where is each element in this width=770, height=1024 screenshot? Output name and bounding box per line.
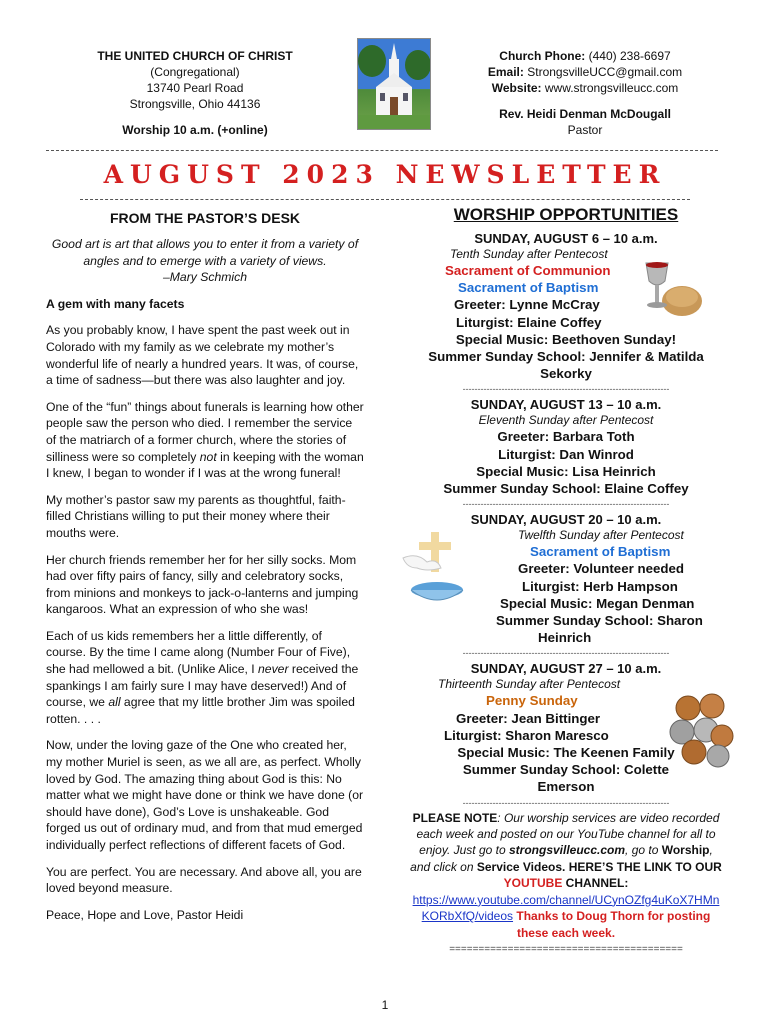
liturgical-day: Twelfth Sunday after Pentecost: [518, 528, 684, 543]
service-date: SUNDAY, AUGUST 6 – 10 a.m.: [474, 231, 658, 246]
sunday-school: Summer Sunday School: Jennifer & Matilda: [428, 349, 704, 365]
liturgist: Liturgist: Sharon Maresco: [444, 727, 609, 743]
greeter: Greeter: Jean Bittinger: [456, 710, 601, 726]
paragraph-1: As you probably know, I have spent the past week out in Colorado with my family as we celebrate my mother’s wonderful life of nearly a hundred years. It was, of course, a time of sadness—but there was also laughter and joy.: [46, 323, 359, 388]
special-music: Special Music: Megan Denman: [500, 595, 695, 611]
pastors-desk-column: [46, 208, 364, 933]
denomination: (Congregational): [150, 65, 240, 79]
sunday-school: Summer Sunday School: Sharon: [496, 613, 703, 629]
special-music: Special Music: The Keenen Family: [457, 745, 675, 761]
separator: ---------------------------------------------------------------------: [462, 499, 670, 510]
greeter: Greeter: Barbara Toth: [497, 429, 635, 445]
street-address: 13740 Pearl Road: [146, 81, 244, 95]
paragraph-6: Now, under the loving gaze of the One who created her, my mother Muriel is seen, as we all are, as perfect. Wholly loved by God. The amazing thing about God is this: No matter what we might have done or think we have done (or should have done), God’s Love is unshakeable. God forged us out of ordinary mud, and from that mud emerged individually perfect reflections of different facets of God.: [46, 738, 364, 852]
church-illustration: [358, 39, 430, 129]
pastor-title: Pastor: [567, 123, 603, 137]
phone-label: Church Phone:: [499, 49, 586, 63]
service-date: SUNDAY, AUGUST 27 – 10 a.m.: [470, 661, 662, 677]
paragraph-7: You are perfect. You are necessary. And above all, you are loved beyond measure.: [46, 864, 362, 896]
contact-block: [445, 48, 725, 138]
sacrament-baptism: Sacrament of Baptism: [458, 280, 599, 296]
special-music: Special Music: Beethoven Sunday!: [455, 331, 677, 347]
sunday-school-cont: Emerson: [537, 779, 595, 795]
sacrament-baptism: Sacrament of Baptism: [530, 544, 671, 560]
phone-number: (440) 238-6697: [588, 49, 671, 63]
pennies-icon: [668, 690, 734, 770]
article-subhead: A gem with many facets: [46, 296, 185, 311]
sunday-school-cont: Sekorky: [540, 366, 592, 382]
service-aug-13: [410, 396, 722, 497]
thanks-note: Thanks to Doug Thorn for posting these each week.: [513, 909, 711, 940]
website-url[interactable]: www.strongsvilleucc.com: [544, 81, 679, 95]
email-address[interactable]: StrongsvilleUCC@gmail.com: [527, 65, 683, 79]
greeter: Greeter: Volunteer needed: [518, 561, 685, 577]
church-name: THE UNITED CHURCH OF CHRIST: [97, 49, 293, 63]
sacrament-communion: Sacrament of Communion: [445, 263, 611, 278]
sunday-school-cont: Heinrich: [538, 630, 592, 646]
church-photo: [357, 38, 431, 130]
worship-time: Worship 10 a.m. (+online): [122, 123, 268, 137]
worship-heading: WORSHIP OPPORTUNITIES: [453, 205, 679, 224]
sunday-school: Summer Sunday School: Colette: [462, 762, 670, 778]
penny-sunday: Penny Sunday: [486, 693, 578, 709]
liturgical-day: Tenth Sunday after Pentecost: [450, 247, 608, 261]
title-divider: [80, 199, 690, 200]
church-address-block: [60, 48, 330, 138]
separator: ---------------------------------------------------------------------: [462, 384, 670, 395]
paragraph-3: My mother’s pastor saw my parents as thoughtful, faith-filled Christians willing to put their money where their mouths were.: [46, 492, 346, 540]
separator: ---------------------------------------------------------------------: [462, 648, 670, 659]
note-label: PLEASE NOTE: [412, 810, 498, 825]
liturgical-day: Eleventh Sunday after Pentecost: [478, 413, 654, 428]
email-label: Email:: [487, 65, 524, 79]
footer-rule: ========================================: [449, 943, 683, 955]
quote-author: –Mary Schmich: [163, 270, 247, 285]
baptism-dove-cross-icon: [397, 528, 477, 608]
paragraph-4: Her church friends remember her for her silly socks. Mom had over fifty pairs of fancy, silly and celebratory socks, from minions and monkeys to jack-o-lanterns and jumping kangaroos. What an expression of who she was!: [46, 552, 359, 617]
liturgical-day: Thirteenth Sunday after Pentecost: [438, 677, 621, 692]
pastors-desk-heading: FROM THE PASTOR’S DESK: [109, 210, 301, 226]
quote-line-1: Good art is art that allows you to enter it from a variety of: [51, 237, 359, 251]
pastor-name: Rev. Heidi Denman McDougall: [499, 107, 671, 121]
paragraph-5: Each of us kids remembers her a little differently, of course. By the time I came along (Number Four of Five), she had mellowed a bit. (Unlike Alice, I never received the spankings I am fairly sure I may have deserved!) And of course, we all agree that my little brother Jim was spoiled rotten. . . .: [46, 628, 359, 726]
youtube-word: YOUTUBE: [503, 876, 563, 891]
liturgist: Liturgist: Dan Winrod: [498, 446, 634, 462]
special-music: Special Music: Lisa Heinrich: [476, 463, 656, 479]
quote-line-2: angles and to emerge with a variety of views.: [83, 253, 327, 268]
city-state: Strongsville, Ohio 44136: [129, 97, 261, 111]
site-name: strongsvilleucc.com: [508, 843, 626, 858]
website-label: Website:: [491, 81, 542, 95]
communion-chalice-bread-icon: [638, 257, 704, 323]
signoff: Peace, Hope and Love, Pastor Heidi: [46, 907, 244, 922]
liturgist: Liturgist: Herb Hampson: [522, 578, 678, 594]
service-date: SUNDAY, AUGUST 13 – 10 a.m.: [470, 397, 662, 413]
separator: ---------------------------------------------------------------------: [462, 797, 670, 808]
liturgist: Liturgist: Elaine Coffey: [456, 314, 602, 330]
sunday-school: Summer Sunday School: Elaine Coffey: [443, 481, 689, 497]
youtube-channel-link[interactable]: https://www.youtube.com/channel/UCynOZfg4uKoX7HMnKORbXfQ/videos: [412, 892, 720, 924]
opening-quote: [46, 236, 364, 286]
header-divider: [46, 150, 718, 151]
video-note: PLEASE NOTE: Our worship services are video recorded each week and posted on our YouTube channel for all to enjoy. Just go to strongsvilleucc.com, go to Worship, and click on Service Videos. HERE’S THE LINK TO OUR YOUTUBE CHANNEL: https://www.youtube.com/channel/UCynOZfg4uKoX7HMnKORbXfQ/videos Thanks to Doug Thorn for posting these each week.: [410, 810, 722, 940]
paragraph-2: One of the “fun” things about funerals is learning how other people saw the person who died. I remember the service of the matriarch of a former church, where the stories of silliness were so completely not in keeping with the woman I knew, I began to wonder if I was at the wrong funeral!: [46, 399, 364, 481]
newsletter-title: AUGUST 2023 NEWSLETTER: [103, 160, 667, 189]
page-number: 1: [381, 998, 389, 1012]
service-date: SUNDAY, AUGUST 20 – 10 a.m.: [470, 512, 662, 528]
greeter: Greeter: Lynne McCray: [454, 297, 600, 313]
